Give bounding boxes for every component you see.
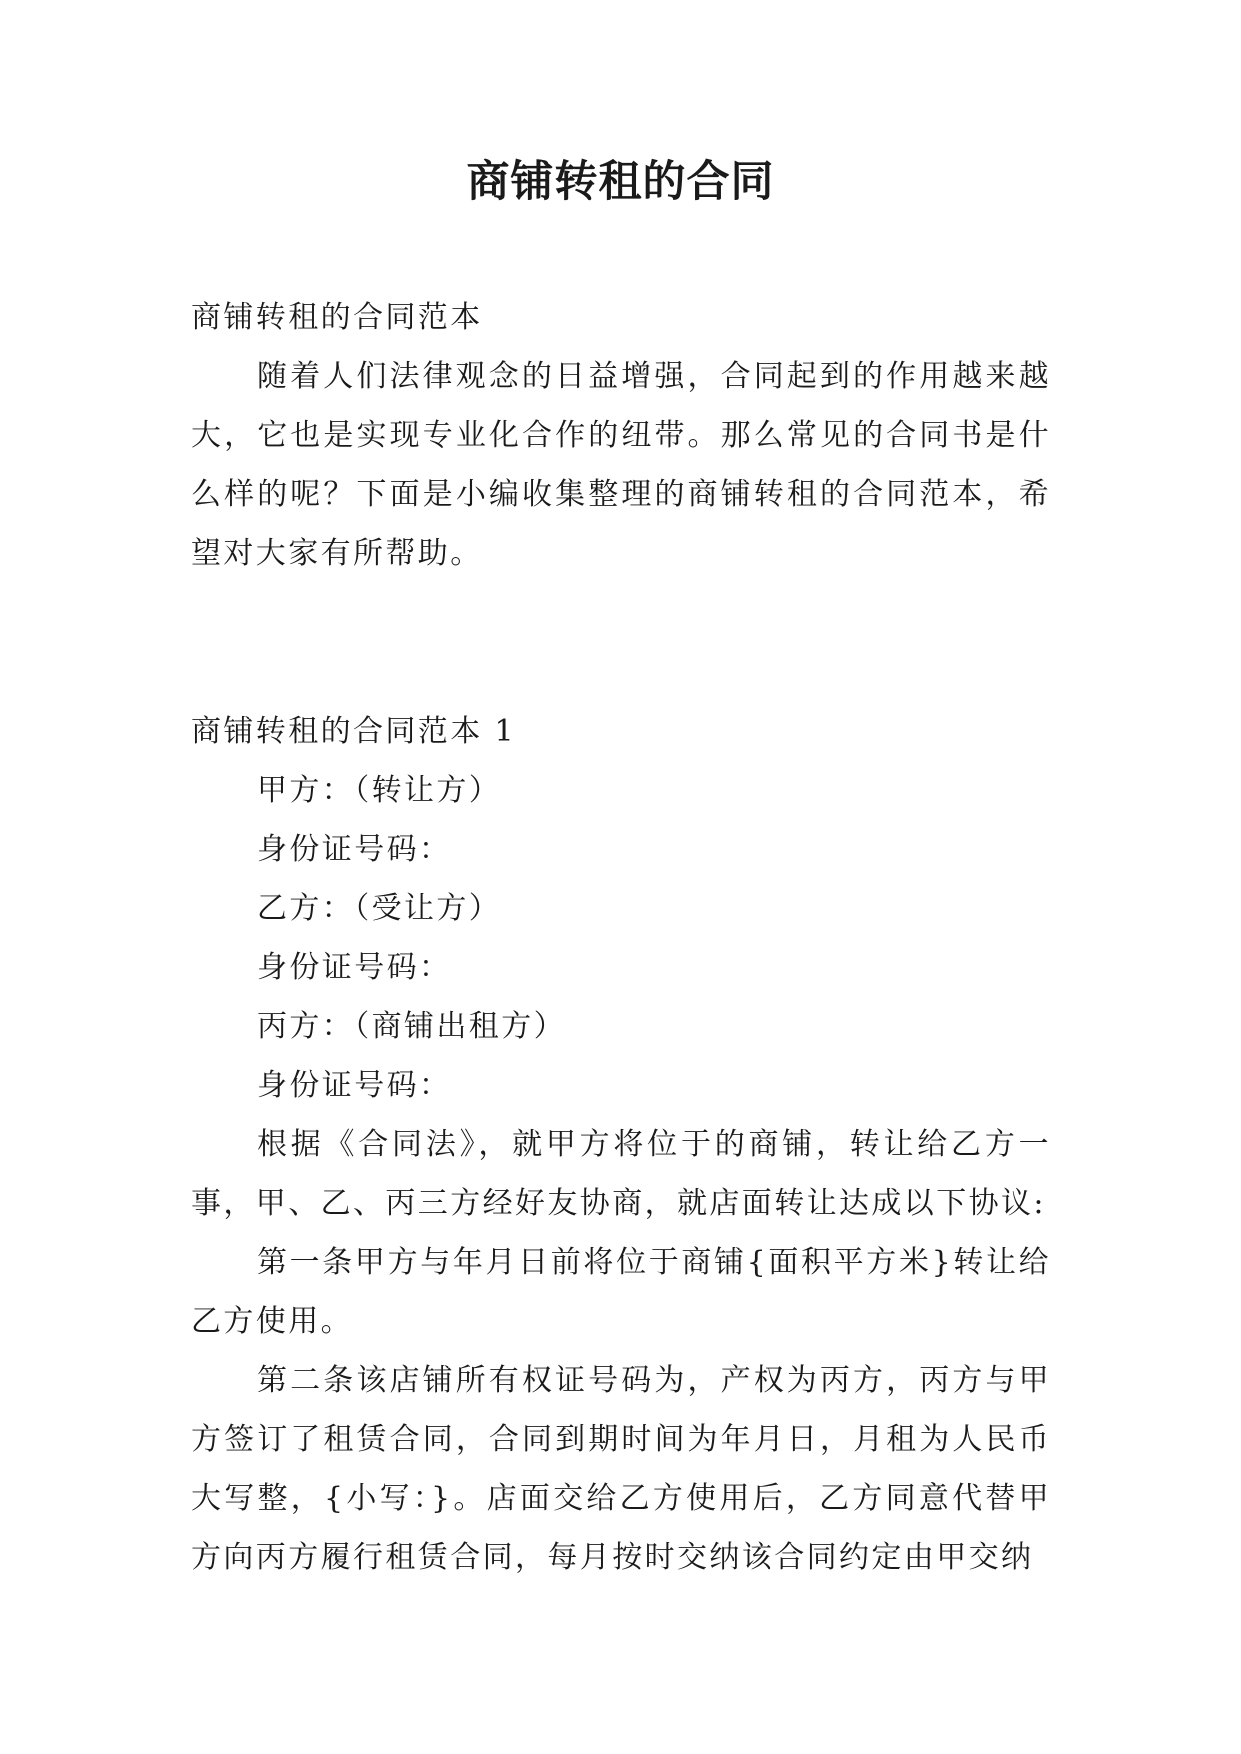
party-a-id-line: 身份证号码：: [257, 832, 452, 867]
party-c-id-line: 身份证号码：: [257, 1068, 452, 1103]
intro-paragraph: 随着人们法律观念的日益增强，合同起到的作用越来越大，它也是实现专业化合作的纽带。那么常见的合同书是什么样的呢？下面是小编收集整理的商铺转租的合同范本，希望对大家有所帮助。: [191, 359, 1051, 571]
article-2-paragraph: 第二条该店铺所有权证号码为，产权为丙方，丙方与甲方签订了租赁合同，合同到期时间为年月日，月租为人民币大写整，{小写：}。店面交给乙方使用后，乙方同意代替甲方向丙方履行租赁合同，每月按时交纳该合同约定由甲交纳: [191, 1363, 1051, 1575]
party-c-line: 丙方：（商铺出租方）: [257, 1009, 566, 1044]
document-body: [191, 288, 1051, 1587]
party-b-line: 乙方：（受让方）: [257, 891, 502, 926]
party-b-id-line: 身份证号码：: [257, 950, 452, 985]
document-title: 商铺转租的合同: [466, 157, 775, 207]
sample-heading: 商铺转租的合同范本 1: [191, 714, 517, 749]
preamble-paragraph: 根据《合同法》，就甲方将位于的商铺，转让给乙方一事，甲、乙、丙三方经好友协商，就店面转让达成以下协议:: [191, 1127, 1051, 1221]
article-1-paragraph: 第一条甲方与年月日前将位于商铺{面积平方米}转让给乙方使用。: [191, 1245, 1051, 1339]
section-spacer: [191, 583, 1051, 702]
party-a-line: 甲方：（转让方）: [257, 773, 502, 808]
section-heading: 商铺转租的合同范本: [191, 300, 483, 335]
